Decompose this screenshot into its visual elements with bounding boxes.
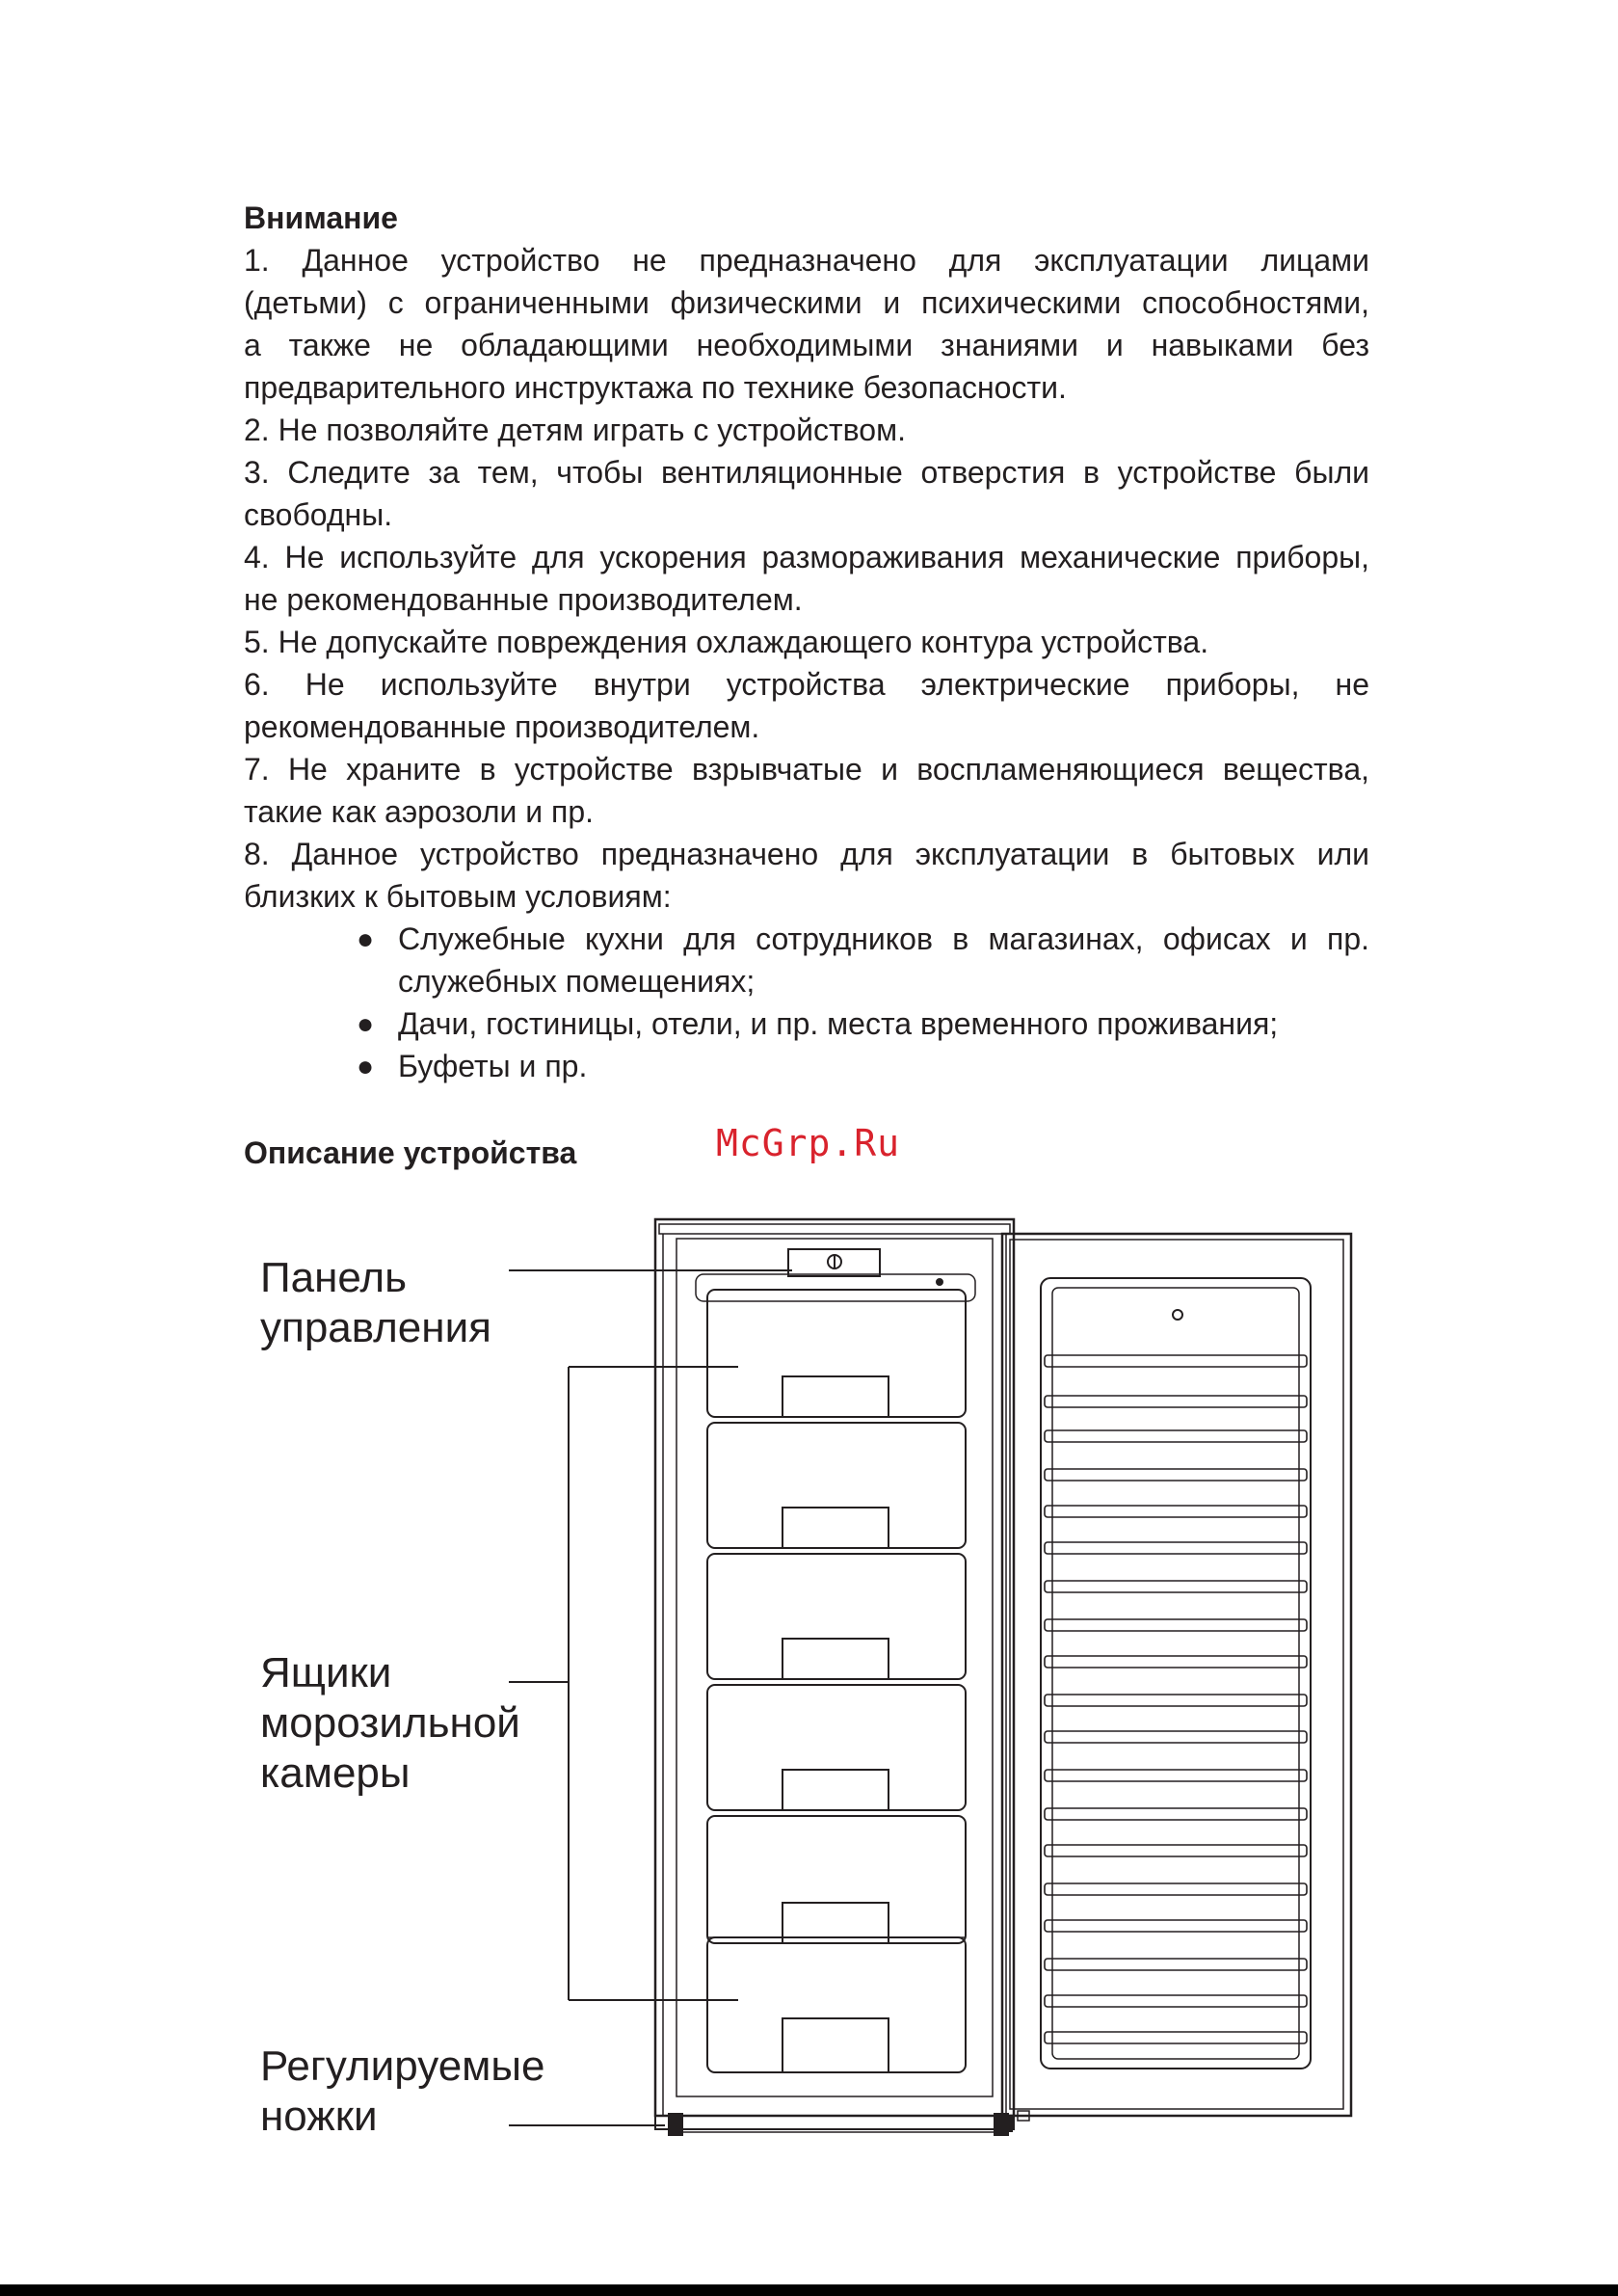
drawers: [707, 1290, 966, 2072]
item6-line1: 6. Не используйте внутри устройства электрические приборы, не: [244, 667, 1369, 702]
item7-line1: 7. Не храните в устройстве взрывчатые и воспламеняющиеся вещества,: [244, 752, 1369, 787]
item1-line1: 1. Данное устройство не предназначено для эксплуатации лицами: [244, 243, 1369, 278]
item1-line4: предварительного инструктажа по технике безопасности.: [244, 370, 1067, 405]
bullet-icon: ●: [357, 1051, 375, 1082]
label-control-panel-line2: управления: [260, 1304, 491, 1351]
bullet3: Буфеты и пр.: [398, 1049, 588, 1083]
label-feet-line2: ножки: [260, 2093, 378, 2140]
item7-line2: такие как аэрозоли и пр.: [244, 794, 595, 829]
label-feet-line1: Регулируемые: [260, 2042, 545, 2090]
bullet2: Дачи, гостиницы, отели, и пр. места временного проживания;: [398, 1006, 1279, 1041]
item8-line1: 8. Данное устройство предназначено для эксплуатации в бытовых или: [244, 837, 1369, 871]
item1-line2: (детьми) с ограниченными физическими и психическими способностями,: [244, 285, 1369, 320]
label-drawers-line2: морозильной: [260, 1699, 520, 1747]
item8-line2: близких к бытовым условиям:: [244, 879, 672, 914]
description-title: Описание устройства: [244, 1135, 577, 1170]
warning-title: Внимание: [244, 200, 398, 235]
cabinet-body: [655, 1219, 1014, 2116]
label-control-panel-line1: Панель: [260, 1254, 408, 1301]
item5: 5. Не допускайте повреждения охлаждающего контура устройства.: [244, 625, 1209, 659]
item4-line2: не рекомендованные производителем.: [244, 582, 803, 617]
bullet1-line1: Служебные кухни для сотрудников в магазинах, офисах и пр.: [398, 921, 1369, 956]
door-ridges: [1045, 1355, 1307, 2043]
bullet-icon: ●: [357, 923, 375, 955]
label-drawers-line3: камеры: [260, 1749, 411, 1797]
label-drawers-line1: Ящики: [260, 1649, 392, 1696]
item3-line2: свободны.: [244, 497, 393, 532]
watermark: McGrp.Ru: [716, 1122, 901, 1164]
item3-line1: 3. Следите за тем, чтобы вентиляционные отверстия в устройстве были: [244, 455, 1369, 490]
item1-line3: а также не обладающими необходимыми знаниями и навыками без: [244, 328, 1369, 362]
item2: 2. Не позволяйте детям играть с устройством.: [244, 413, 906, 447]
item6-line2: рекомендованные производителем.: [244, 709, 760, 744]
item4-line1: 4. Не используйте для ускорения размораживания механические приборы,: [244, 540, 1369, 574]
door-liner: [1041, 1278, 1311, 2069]
bullet-icon: ●: [357, 1008, 375, 1040]
door-logo: [1173, 1310, 1182, 1320]
page-bottom-rule: [0, 2284, 1618, 2296]
bullet1-line2: служебных помещениях;: [398, 964, 756, 999]
